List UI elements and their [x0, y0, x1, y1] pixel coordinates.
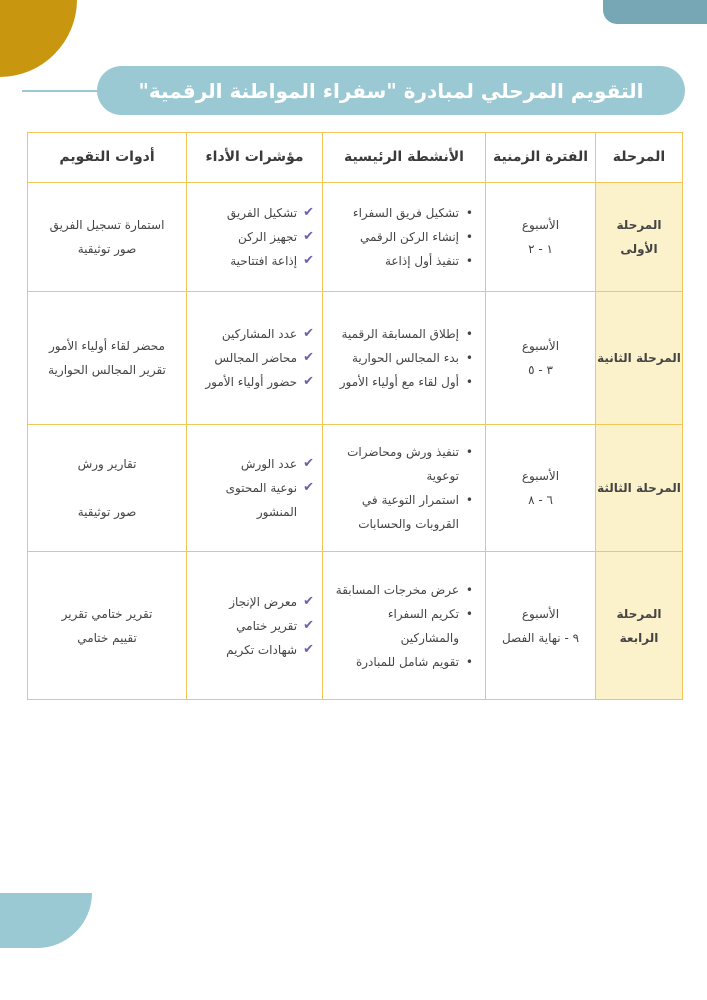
- checkmark-icon: ✔: [303, 593, 314, 609]
- period-range: ٩ - نهاية الفصل: [501, 630, 580, 645]
- indicator-item: [193, 476, 314, 524]
- indicator-text: شهادات تكريم: [226, 642, 298, 657]
- indicator-text: محاضر المجالس: [214, 351, 298, 365]
- evaluation-table: [27, 132, 683, 700]
- table-row: [28, 183, 683, 292]
- indicator-text: إذاعة افتتاحية: [230, 254, 298, 268]
- indicator-text: تشكيل الفريق: [226, 206, 298, 220]
- activities-cell: [323, 183, 486, 292]
- tool-item: تقارير ورش: [77, 457, 137, 471]
- header-tools: أدوات التقويم: [28, 133, 187, 183]
- indicators-cell: [187, 552, 323, 700]
- activity-item: • استمرار التوعية في القروبات والحسابات: [329, 488, 473, 536]
- tool-item: تقرير المجالس الحوارية: [48, 363, 166, 377]
- indicator-item: [193, 590, 314, 614]
- activity-item: • تشكيل فريق السفراء: [329, 201, 473, 225]
- header-indicators: مؤشرات الأداء: [187, 133, 323, 183]
- table-header-row: [28, 133, 683, 183]
- indicator-item: [193, 249, 314, 273]
- header-activities: الأنشطة الرئيسية: [323, 133, 486, 183]
- indicator-text: معرض الإنجاز: [229, 594, 298, 609]
- period-cell: [486, 183, 596, 292]
- tool-item: صور توثيقية: [77, 242, 137, 256]
- indicator-item: [193, 614, 314, 638]
- period-range: ٣ - ٥: [528, 363, 553, 377]
- indicators-cell: [187, 183, 323, 292]
- indicators-cell: [187, 292, 323, 425]
- period-label: الأسبوع: [521, 218, 560, 232]
- header-period: الفترة الزمنية: [486, 133, 596, 183]
- period-range: ٦ - ٨: [528, 493, 553, 507]
- checkmark-icon: ✔: [303, 641, 314, 657]
- period-label: الأسبوع: [521, 606, 560, 621]
- tools-cell: [28, 552, 187, 700]
- checkmark-icon: ✔: [303, 374, 314, 389]
- checkmark-icon: ✔: [303, 229, 314, 244]
- indicator-item: [193, 638, 314, 662]
- period-cell: [486, 425, 596, 552]
- checkmark-icon: ✔: [303, 456, 314, 471]
- activity-item: • عرض مخرجات المسابقة: [329, 578, 473, 602]
- activity-item: • تنفيذ ورش ومحاضرات توعوية: [329, 440, 473, 488]
- indicator-item: [193, 346, 314, 370]
- tool-item: صور توثيقية: [77, 505, 137, 519]
- table-row: [28, 425, 683, 552]
- indicator-text: عدد الورش: [240, 457, 298, 471]
- tools-cell: [28, 425, 187, 552]
- decor-quarter-bottom-left: [0, 893, 92, 948]
- activity-item: • تقويم شامل للمبادرة: [329, 650, 473, 674]
- indicator-text: حضور أولياء الأمور: [205, 375, 298, 389]
- period-cell: [486, 292, 596, 425]
- page-title: التقويم المرحلي لمبادرة "سفراء المواطنة الرقمية": [138, 78, 644, 103]
- checkmark-icon: ✔: [303, 350, 314, 365]
- indicator-text: تقرير ختامي: [236, 618, 298, 633]
- checkmark-icon: ✔: [303, 617, 314, 633]
- decor-tab-top-right: [603, 0, 707, 24]
- indicator-item: [193, 452, 314, 476]
- checkmark-icon: ✔: [303, 253, 314, 268]
- activity-item: • إنشاء الركن الرقمي: [329, 225, 473, 249]
- table-row: [28, 292, 683, 425]
- tool-item: تقييم ختامي: [77, 630, 137, 645]
- tool-item: محضر لقاء أولياء الأمور: [49, 339, 165, 353]
- checkmark-icon: ✔: [303, 326, 314, 341]
- indicator-text: نوعية المحتوى المنشور: [225, 481, 298, 519]
- activity-item: • بدء المجالس الحوارية: [329, 346, 473, 370]
- indicator-item: [193, 322, 314, 346]
- period-range: ١ - ٢: [528, 242, 553, 256]
- table-row: [28, 552, 683, 700]
- activity-item: • تنفيذ أول إذاعة: [329, 249, 473, 273]
- activity-item: • إطلاق المسابقة الرقمية: [329, 322, 473, 346]
- phase-cell: المرحلة الثانية: [596, 292, 683, 425]
- activity-item: • أول لقاء مع أولياء الأمور: [329, 370, 473, 394]
- activities-cell: [323, 292, 486, 425]
- title-banner: [97, 66, 685, 115]
- period-cell: [486, 552, 596, 700]
- activities-cell: [323, 425, 486, 552]
- period-label: الأسبوع: [521, 469, 560, 483]
- tool-item: استمارة تسجيل الفريق: [49, 218, 165, 232]
- indicator-item: [193, 201, 314, 225]
- indicator-item: [193, 225, 314, 249]
- tool-item: تقرير ختامي تقرير: [61, 606, 153, 621]
- indicator-text: تجهيز الركن: [237, 230, 298, 244]
- checkmark-icon: ✔: [303, 480, 314, 495]
- phase-cell: المرحلة الرابعة: [596, 552, 683, 700]
- tools-cell: [28, 183, 187, 292]
- header-phase: المرحلة: [596, 133, 683, 183]
- indicator-text: عدد المشاركين: [221, 327, 298, 341]
- decor-circle-top-left: [0, 0, 77, 77]
- phase-cell: المرحلة الأولى: [596, 183, 683, 292]
- activities-cell: [323, 552, 486, 700]
- phase-cell: المرحلة الثالثة: [596, 425, 683, 552]
- period-label: الأسبوع: [521, 339, 560, 353]
- tools-cell: [28, 292, 187, 425]
- activity-item: • تكريم السفراء والمشاركين: [329, 602, 473, 650]
- indicator-item: [193, 370, 314, 394]
- indicators-cell: [187, 425, 323, 552]
- checkmark-icon: ✔: [303, 205, 314, 220]
